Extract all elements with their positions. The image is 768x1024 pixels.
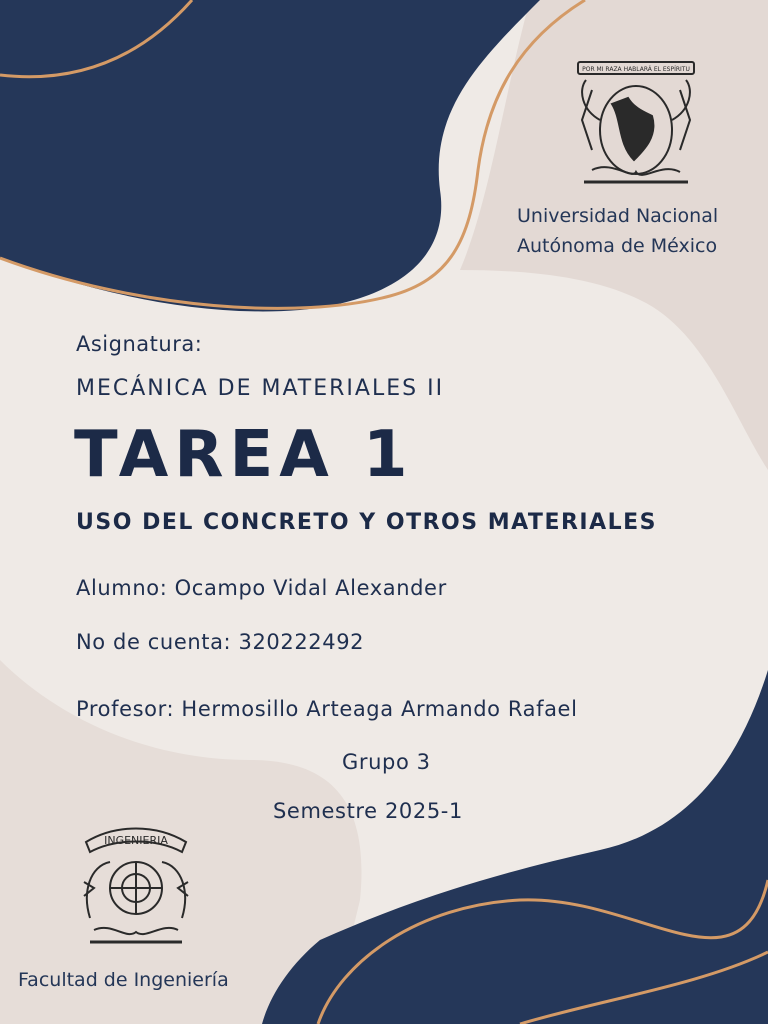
- university-name: [517, 201, 718, 261]
- assignment-title: TAREA 1: [74, 418, 414, 492]
- unam-seal-icon: [572, 60, 700, 188]
- group-number: Grupo 3: [342, 750, 431, 774]
- student-name: Alumno: Ocampo Vidal Alexander: [76, 576, 447, 600]
- fi-seal-icon: [76, 822, 196, 950]
- faculty-name: Facultad de Ingeniería: [18, 969, 229, 991]
- assignment-subtitle: USO DEL CONCRETO Y OTROS MATERIALES: [76, 510, 658, 535]
- university-name-line2: Autónoma de México: [517, 235, 718, 257]
- university-name-line1: Universidad Nacional: [517, 205, 719, 227]
- fi-seal-banner: INGENIERIA: [104, 834, 168, 847]
- semester: Semestre 2025-1: [273, 799, 463, 823]
- course-name: MECÁNICA DE MATERIALES II: [76, 376, 445, 401]
- student-account: No de cuenta: 320222492: [76, 630, 365, 654]
- professor-name: Profesor: Hermosillo Arteaga Armando Rafael: [76, 697, 578, 721]
- unam-seal-motto: POR MI RAZA HABLARÁ EL ESPÍRITU: [582, 66, 690, 73]
- course-label: Asignatura:: [76, 332, 203, 356]
